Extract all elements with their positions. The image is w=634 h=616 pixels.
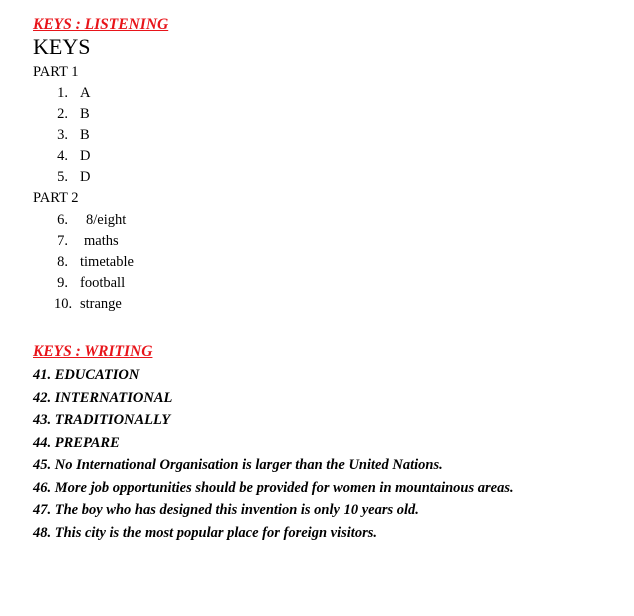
item-number: 2. — [57, 106, 68, 122]
item-answer: football — [80, 275, 126, 291]
item-number: 3. — [57, 127, 68, 143]
part2-label: PART 2 — [33, 190, 79, 206]
item-answer: A — [80, 85, 91, 101]
item-answer: D — [80, 148, 91, 164]
item-number: 5. — [57, 169, 68, 185]
keys-title: KEYS — [33, 34, 91, 59]
listening-heading: KEYS : LISTENING — [33, 16, 169, 33]
list-item: 42. INTERNATIONAL — [33, 389, 173, 406]
item-answer: 8/eight — [86, 212, 127, 228]
list-item: 45. No International Organisation is larger than the United Nations. — [33, 457, 443, 473]
item-answer: timetable — [80, 254, 134, 270]
item-answer: B — [80, 127, 90, 143]
item-number: 8. — [57, 254, 68, 270]
list-item: 47. The boy who has designed this invention is only 10 years old. — [33, 502, 419, 518]
part1-label: PART 1 — [33, 64, 79, 80]
writing-answer-list — [33, 364, 514, 544]
list-item: 46. More job opportunities should be provided for women in mountainous areas. — [33, 479, 514, 496]
list-item: 44. PREPARE — [33, 434, 120, 451]
item-answer: maths — [84, 233, 119, 249]
item-number: 4. — [57, 148, 68, 164]
item-number: 9. — [57, 275, 68, 291]
item-number: 1. — [57, 85, 68, 101]
list-item: 41. EDUCATION — [33, 367, 140, 383]
writing-heading: KEYS : WRITING — [33, 343, 153, 360]
item-answer: D — [80, 169, 91, 185]
item-answer: B — [80, 106, 90, 122]
list-item: 48. This city is the most popular place for foreign visitors. — [33, 524, 377, 541]
list-item: 43. TRADITIONALLY — [33, 412, 171, 428]
item-number: 6. — [57, 212, 68, 228]
item-number: 7. — [57, 233, 68, 249]
item-answer: strange — [80, 296, 122, 312]
item-number: 10. — [54, 296, 73, 312]
